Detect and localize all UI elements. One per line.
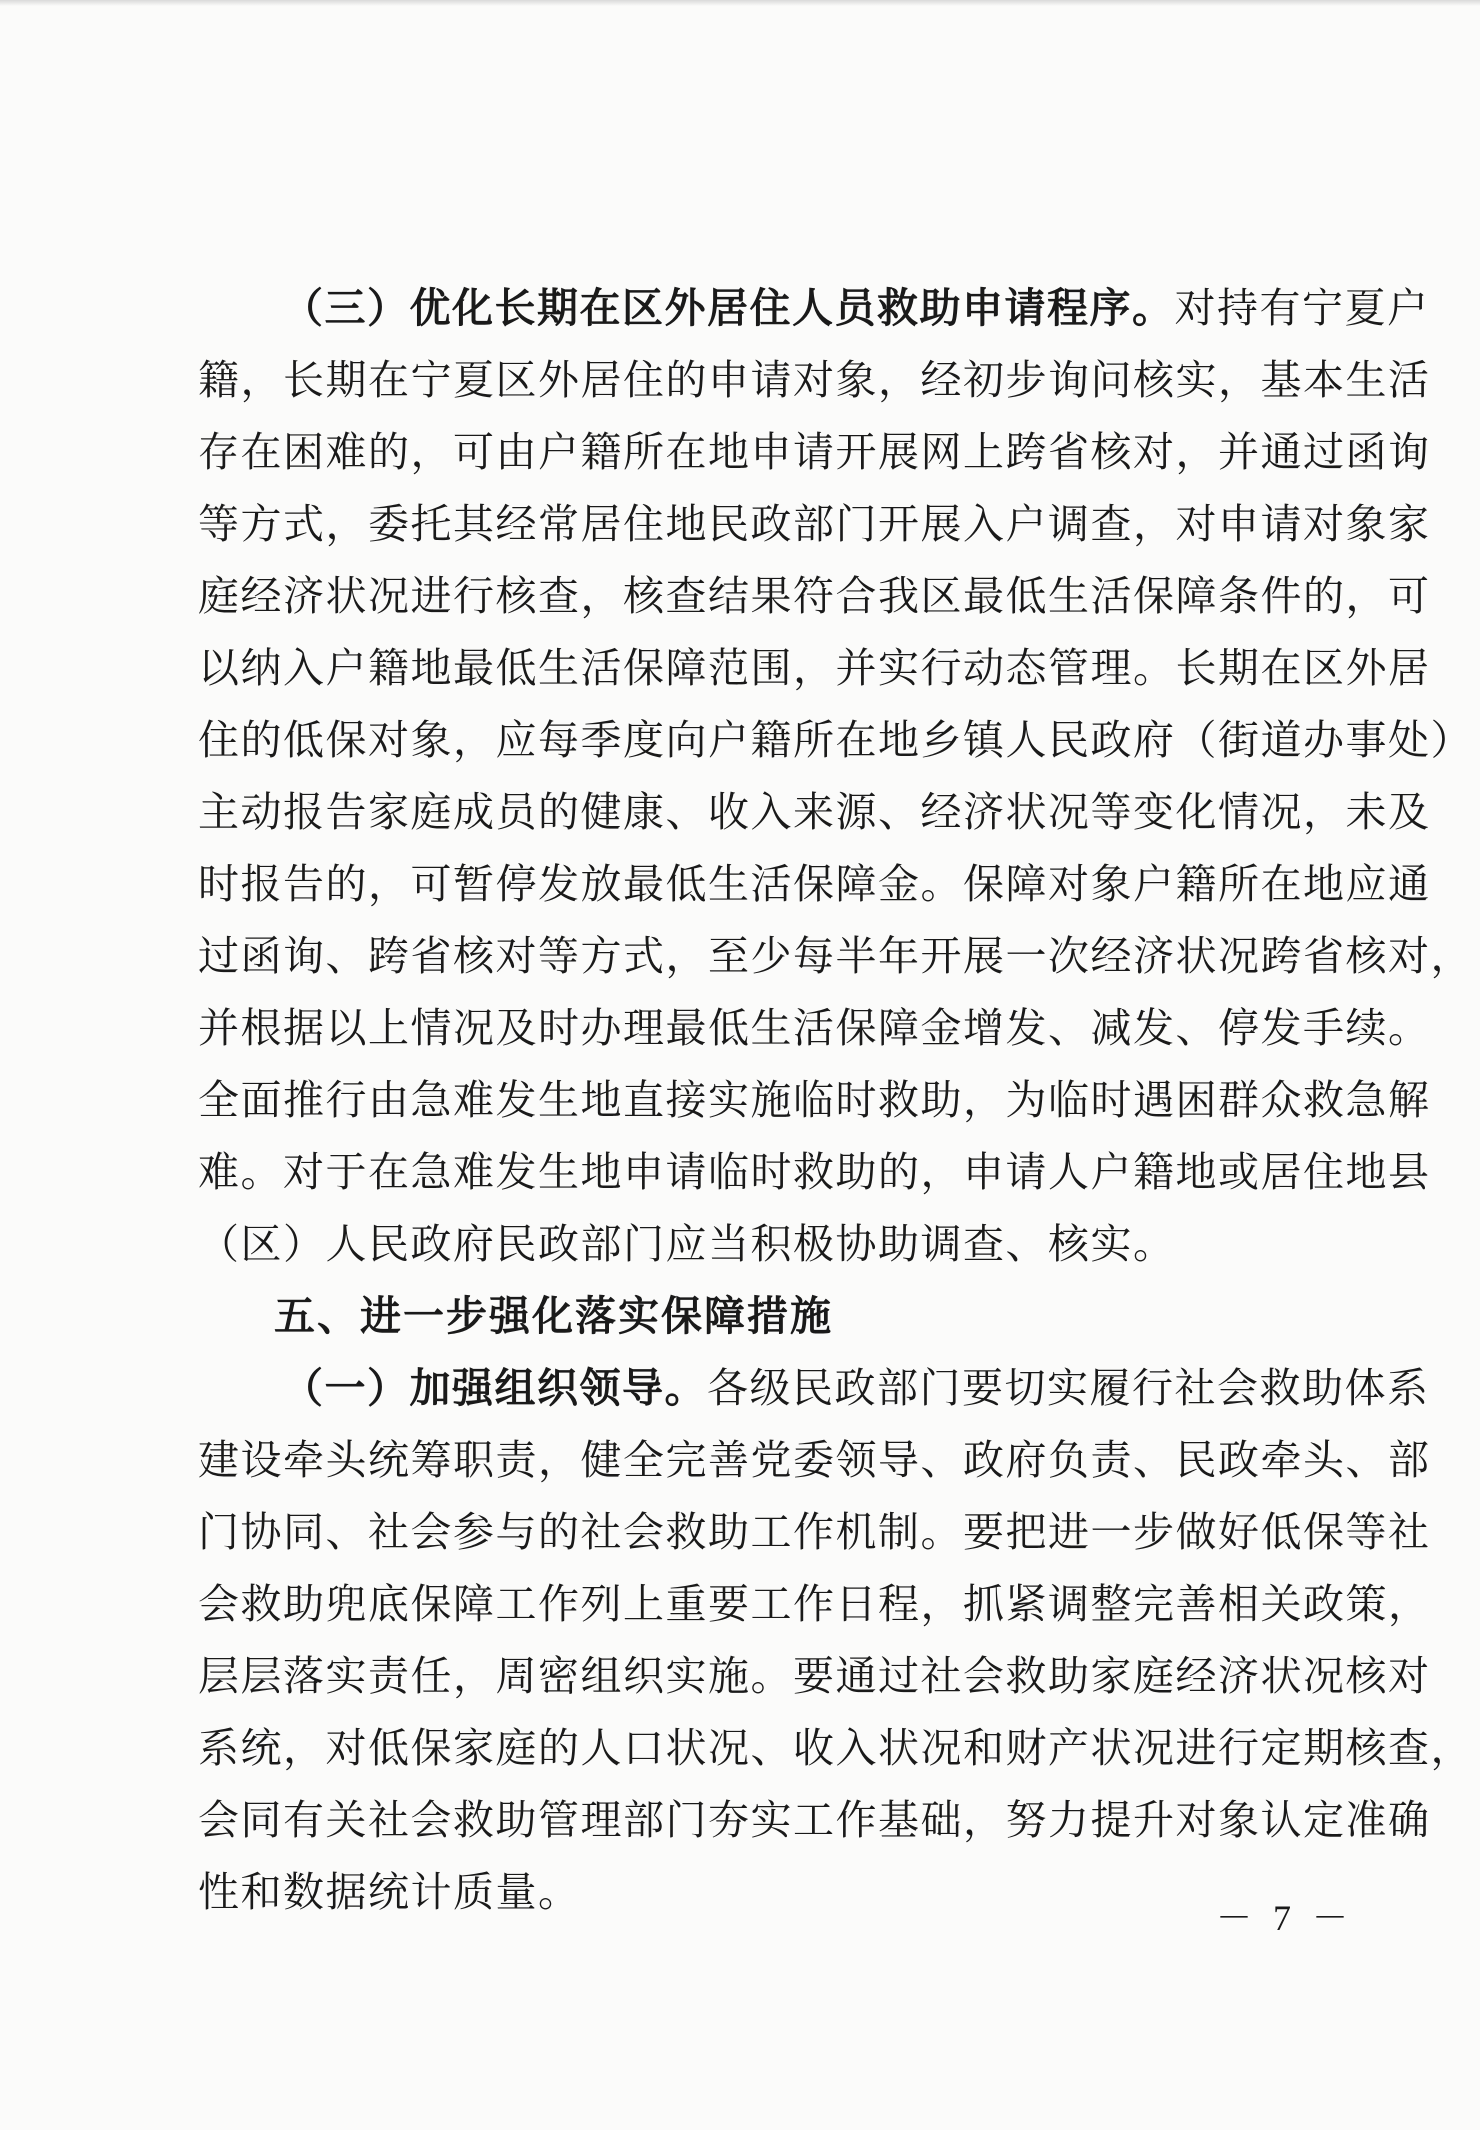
paragraph-5-1-line: 建设牵头统筹职责，健全完善党委领导、政府负责、民政牵头、部	[198, 1436, 1431, 1484]
paragraph-3-line: 主动报告家庭成员的健康、收入来源、经济状况等变化情况，未及	[198, 788, 1431, 836]
paragraph-3-line: 难。对于在急难发生地申请临时救助的，申请人户籍地或居住地县	[198, 1148, 1431, 1196]
paragraph-3-line: 等方式，委托其经常居住地民政部门开展入户调查，对申请对象家	[198, 500, 1431, 548]
paragraph-3-line: 过函询、跨省核对等方式，至少每半年开展一次经济状况跨省核对，	[198, 932, 1473, 980]
paragraph-3-text: 对持有宁夏户	[1174, 284, 1430, 332]
paragraph-5-1-line: 性和数据统计质量。	[198, 1868, 581, 1916]
paragraph-5-1-line: 系统，对低保家庭的人口状况、收入状况和财产状况进行定期核查，	[198, 1724, 1473, 1772]
paragraph-3-line: 住的低保对象，应每季度向户籍所在地乡镇人民政府（街道办事处）	[198, 716, 1473, 764]
paragraph-5-1-line: 会救助兜底保障工作列上重要工作日程，抓紧调整完善相关政策，	[198, 1580, 1431, 1628]
paragraph-3-line: 全面推行由急难发生地直接实施临时救助，为临时遇困群众救急解	[198, 1076, 1431, 1124]
scan-edge	[0, 0, 1480, 6]
section-5-heading: 五、进一步强化落实保障措施	[274, 1292, 833, 1340]
paragraph-3-line: 庭经济状况进行核查，核查结果符合我区最低生活保障条件的，可	[198, 572, 1431, 620]
paragraph-5-1-line: 会同有关社会救助管理部门夯实工作基础，努力提升对象认定准确	[198, 1796, 1431, 1844]
paragraph-3-line: 籍，长期在宁夏区外居住的申请对象，经初步询问核实，基本生活	[198, 356, 1431, 404]
paragraph-5-1-line-1	[198, 1352, 1430, 1424]
paragraph-3-line-1	[198, 272, 1430, 344]
paragraph-5-1-lead: （一）加强组织领导。	[282, 1364, 707, 1412]
paragraph-3-line: （区）人民政府民政部门应当积极协助调查、核实。	[198, 1220, 1176, 1268]
paragraph-3-line: 并根据以上情况及时办理最低生活保障金增发、减发、停发手续。	[198, 1004, 1431, 1052]
paragraph-5-1-line: 门协同、社会参与的社会救助工作机制。要把进一步做好低保等社	[198, 1508, 1431, 1556]
page-number: － 7 －	[1216, 1898, 1355, 1938]
paragraph-3-line: 存在困难的，可由户籍所在地申请开展网上跨省核对，并通过函询	[198, 428, 1431, 476]
paragraph-3-line: 以纳入户籍地最低生活保障范围，并实行动态管理。长期在区外居	[198, 644, 1431, 692]
paragraph-5-1-text: 各级民政部门要切实履行社会救助体系	[707, 1364, 1430, 1412]
paragraph-3-line: 时报告的，可暂停发放最低生活保障金。保障对象户籍所在地应通	[198, 860, 1431, 908]
paragraph-3-lead: （三）优化长期在区外居住人员救助申请程序。	[282, 284, 1175, 332]
paragraph-5-1-line: 层层落实责任，周密组织实施。要通过社会救助家庭经济状况核对	[198, 1652, 1431, 1700]
document-body	[198, 272, 1473, 1928]
